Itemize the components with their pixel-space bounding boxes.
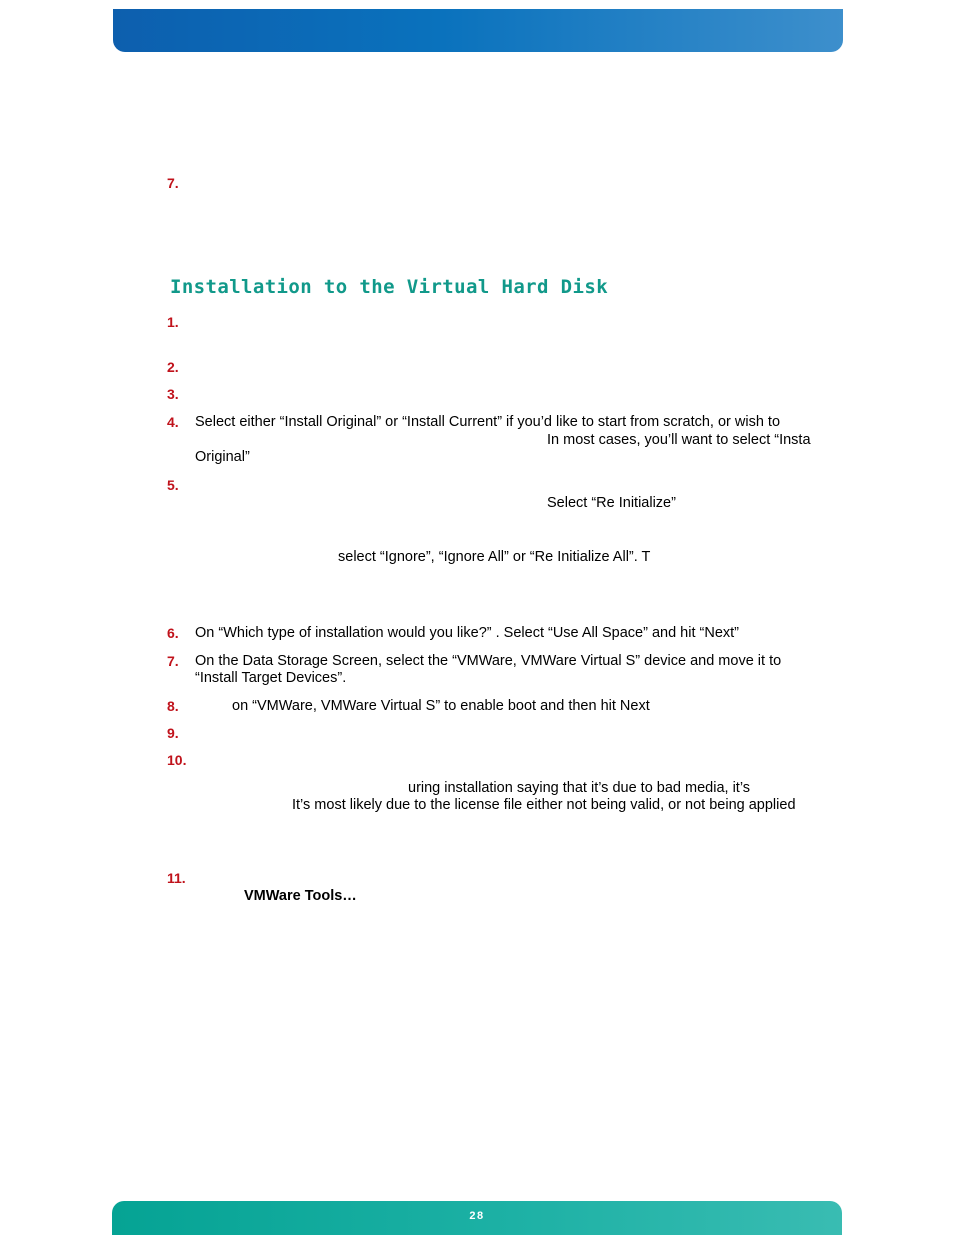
step-number: 3.	[167, 386, 179, 402]
step-number: 8.	[167, 698, 179, 714]
step-number: 4.	[167, 414, 179, 430]
step-text: On the Data Storage Screen, select the “VMWare, VMWare Virtual S” device and move it to	[195, 653, 782, 669]
step-text: VMWare Tools…	[244, 888, 357, 904]
step-text: On “Which type of installation would you like?” . Select “Use All Space” and hit “Next”	[195, 625, 739, 641]
step-text: on “VMWare, VMWare Virtual S” to enable boot and then hit Next	[232, 698, 650, 714]
step-number: 11.	[167, 870, 186, 886]
section-title: Installation to the Virtual Hard Disk	[170, 276, 609, 298]
step-number: 6.	[167, 625, 179, 641]
step-text: select “Ignore”, “Ignore All” or “Re Initialize All”. T	[338, 549, 651, 565]
footer-bar	[112, 1201, 842, 1235]
step-text: Original”	[195, 449, 250, 465]
step-text: It’s most likely due to the license file either not being valid, or not being applied	[292, 797, 796, 813]
header-bar	[113, 9, 843, 52]
step-text: “Install Target Devices”.	[195, 670, 347, 686]
step-number: 9.	[167, 725, 179, 741]
step-number: 5.	[167, 477, 179, 493]
page-number: 28	[469, 1210, 485, 1222]
step-number: 7.	[167, 653, 179, 669]
step-number: 1.	[167, 314, 179, 330]
step-number: 2.	[167, 359, 179, 375]
step-text: In most cases, you’ll want to select “Insta	[547, 432, 811, 448]
step-text: Select either “Install Original” or “Install Current” if you’d like to start from scratch, or wish to	[195, 414, 781, 430]
step-text: Select “Re Initialize”	[547, 495, 676, 511]
step-number: 7.	[167, 175, 179, 191]
step-text: uring installation saying that it’s due to bad media, it’s	[408, 780, 751, 796]
step-number: 10.	[167, 752, 187, 768]
